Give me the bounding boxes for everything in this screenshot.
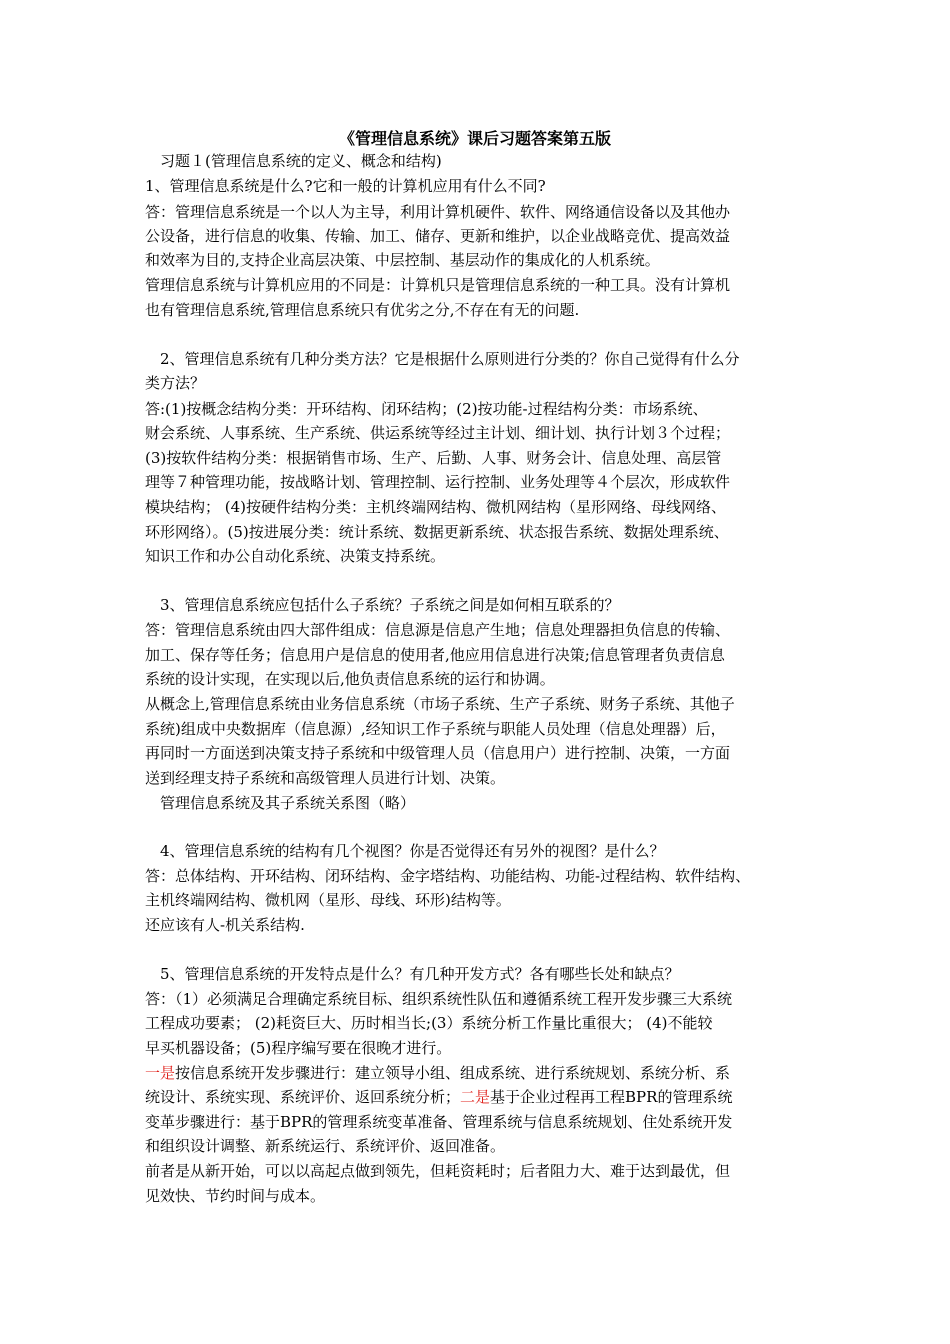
method-1-line: [145, 1062, 730, 1084]
question-3: 3、管理信息系统应包括什么子系统？子系统之间是如何相互联系的？: [160, 596, 620, 614]
answer-line: 管理信息系统与计算机应用的不同是：计算机只是管理信息系统的一种工具。没有计算机: [145, 276, 731, 294]
method-2-text: 基于企业过程再工程BPR的管理系统: [490, 1088, 733, 1106]
answer-line: 答：管理信息系统是一个以人为主导，利用计算机硬件、软件、网络通信设备以及其他办: [145, 203, 731, 221]
answer-line: 答：管理信息系统由四大部件组成：信息源是信息产生地；信息处理器担负信息的传输、: [145, 621, 731, 639]
method-1-cont: 统设计、系统实现、系统评价、返回系统分析；: [145, 1088, 461, 1106]
answer-line: 加工、保存等任务；信息用户是信息的使用者,他应用信息进行决策;信息管理者负责信息: [145, 646, 725, 664]
answer-line: 答:(1)按概念结构分类：开环结构、闭环结构；(2)按功能-过程结构分类：市场系统、: [145, 400, 708, 418]
answer-line: 模块结构； (4)按硬件结构分类：主机终端网结构、微机网结构（星形网络、母线网络、: [145, 498, 727, 516]
answer-line: 知识工作和办公自动化系统、决策支持系统。: [145, 547, 446, 565]
question-1: 1、管理信息系统是什么?它和一般的计算机应用有什么不同?: [145, 177, 546, 195]
answer-line: 变革步骤进行：基于BPR的管理系统变革准备、管理系统与信息系统规划、住处系统开发: [145, 1113, 733, 1131]
answer-line: 答：（1）必须满足合理确定系统目标、组织系统性队伍和遵循系统工程开发步骤三大系统: [145, 990, 733, 1008]
answer-line: 系统)组成中央数据库（信息源）,经知识工作子系统与职能人员处理（信息处理器）后，: [145, 720, 726, 738]
method-1-label: 一是: [145, 1064, 176, 1082]
answer-line: 环形网络）。(5)按进展分类：统计系统、数据更新系统、状态报告系统、数据处理系统、: [145, 523, 729, 541]
answer-line: 和效率为目的,支持企业高层决策、中层控制、基层动作的集成化的人机系统。: [145, 251, 660, 269]
answer-line: 理等７种管理功能，按战略计划、管理控制、运行控制、业务处理等４个层次，形成软件: [145, 473, 731, 491]
method-1-text: 按信息系统开发步骤进行：建立领导小组、组成系统、进行系统规划、系统分析、系: [175, 1064, 731, 1082]
question-4: 4、管理信息系统的结构有几个视图？你是否觉得还有另外的视图？是什么？: [160, 842, 665, 860]
answer-line: 从概念上,管理信息系统由业务信息系统（市场子系统、生产子系统、财务子系统、其他子: [145, 695, 735, 713]
answer-line: 工程成功要素； (2)耗资巨大、历时相当长;(3）系统分析工作量比重很大； (4)不能较: [145, 1014, 713, 1032]
answer-line: 系统的设计实现，在实现以后,他负责信息系统的运行和协调。: [145, 670, 555, 688]
answer-line: (3)按软件结构分类：根据销售市场、生产、后勤、人事、财务会计、信息处理、高层管: [145, 449, 722, 467]
answer-line: 也有管理信息系统,管理信息系统只有优劣之分,不存在有无的问题.: [145, 301, 580, 319]
answer-line: 再同时一方面送到决策支持子系统和中级管理人员（信息用户）进行控制、决策，一方面: [145, 744, 731, 762]
question-2-cont: 类方法？: [145, 374, 206, 392]
method-2-line: [145, 1086, 732, 1108]
answer-line: 和组织设计调整、新系统运行、系统评价、返回准备。: [145, 1137, 506, 1155]
answer-line: 前者是从新开始，可以以高起点做到领先，但耗资耗时；后者阻力大、难于达到最优，但: [145, 1162, 731, 1180]
question-2: 2、管理信息系统有几种分类方法？它是根据什么原则进行分类的？你自己觉得有什么分: [160, 350, 740, 368]
answer-line: 见效快、节约时间与成本。: [145, 1187, 326, 1205]
method-2-label: 二是: [460, 1088, 491, 1106]
question-5: 5、管理信息系统的开发特点是什么？有几种开发方式？各有哪些长处和缺点？: [160, 965, 680, 983]
answer-line: 送到经理支持子系统和高级管理人员进行计划、决策。: [145, 769, 506, 787]
answer-line: 财会系统、人事系统、生产系统、供运系统等经过主计划、细计划、执行计划３个过程；: [145, 424, 731, 442]
figure-note: 管理信息系统及其子系统关系图（略）: [160, 794, 416, 812]
document-title: 《管理信息系统》课后习题答案第五版: [338, 129, 611, 148]
answer-line: 还应该有人-机关系结构.: [145, 916, 305, 934]
answer-line: 早买机器设备；(5)程序编写要在很晚才进行。: [145, 1039, 452, 1057]
chapter-heading: 习题１(管理信息系统的定义、概念和结构): [160, 152, 442, 170]
answer-line: 答：总体结构、开环结构、闭环结构、金字塔结构、功能结构、功能-过程结构、软件结构、: [145, 867, 751, 885]
answer-line: 公设备，进行信息的收集、传输、加工、储存、更新和维护，以企业战略竞优、提高效益: [145, 227, 731, 245]
answer-line: 主机终端网结构、微机网（星形、母线、环形)结构等。: [145, 891, 511, 909]
